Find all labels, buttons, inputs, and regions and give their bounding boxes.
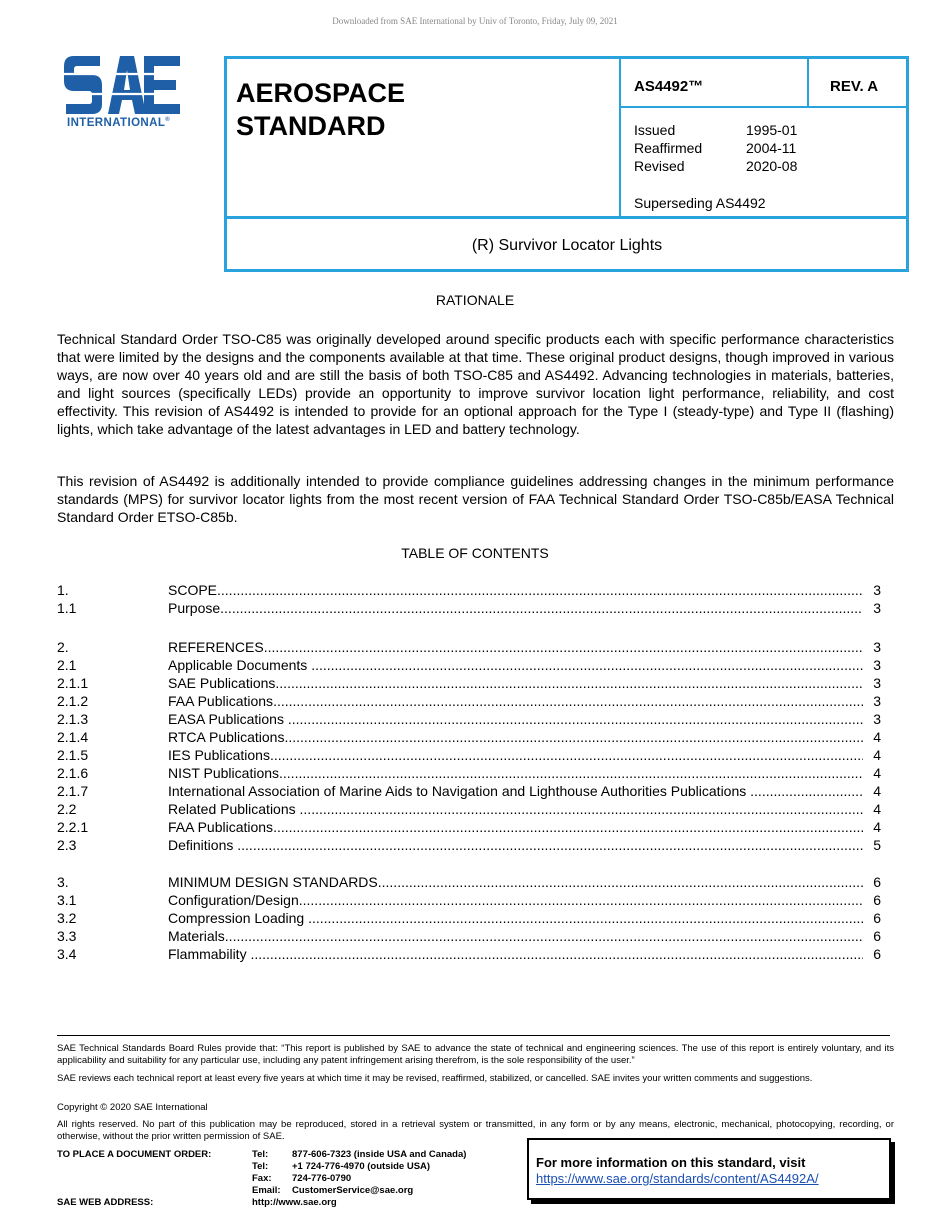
fax-number: 724-776-0790: [292, 1173, 352, 1184]
toc-entry-page: 3: [873, 711, 881, 727]
toc-entry[interactable]: [57, 764, 881, 782]
toc-entry-number: 3.2: [57, 910, 77, 926]
toc-entry-number: 2.1.6: [57, 765, 89, 781]
toc-entry[interactable]: [57, 836, 881, 854]
reaffirmed-row: Reaffirmed 2004-11: [634, 140, 797, 156]
toc-entry-number: 2.1: [57, 657, 77, 673]
email-address[interactable]: CustomerService@sae.org: [292, 1185, 414, 1196]
toc-entry-page: 4: [873, 729, 881, 745]
toc-entry-number: 1.1: [57, 600, 77, 616]
document-subtitle: (R) Survivor Locator Lights: [471, 237, 663, 254]
document-number: AS4492™: [634, 78, 704, 95]
toc-entry-page: 6: [873, 928, 881, 944]
toc-heading: TABLE OF CONTENTS: [401, 545, 549, 561]
toc-entry-title: RTCA Publications .....: [168, 728, 863, 746]
toc-entry-number: 2.1.5: [57, 747, 89, 763]
board-rules-text: SAE Technical Standards Board Rules provide that: “This report is published by SAE to advance the state of technical and engineering sciences. The use of this report is entirely voluntary, and its applicability and suitability for any particular use, including any patent infringement arising therefrom, is the sole responsibility of the user.”: [57, 1043, 894, 1066]
toc-entry[interactable]: [57, 800, 881, 818]
toc-entry-title: Definitions .....: [168, 836, 863, 854]
toc-entry-title: IES Publications .....: [168, 746, 863, 764]
toc-entry-page: 3: [873, 582, 881, 598]
toc-entry[interactable]: [57, 599, 881, 617]
toc-entry-title: Configuration/Design .....: [168, 891, 863, 909]
docnum-divider: [619, 106, 909, 108]
sae-logo: [60, 54, 190, 134]
toc-entry-title: NIST Publications .....: [168, 764, 863, 782]
toc-entry-number: 1.: [57, 582, 69, 598]
toc-entry-page: 4: [873, 765, 881, 781]
header-divider-horizontal: [224, 216, 909, 219]
toc-entry-page: 5: [873, 837, 881, 853]
toc-entry[interactable]: [57, 710, 881, 728]
rationale-heading: RATIONALE: [435, 292, 515, 308]
toc-entry[interactable]: [57, 746, 881, 764]
toc-entry-page: 4: [873, 747, 881, 763]
toc-entry[interactable]: [57, 782, 881, 800]
header-divider-vertical: [619, 56, 621, 219]
toc-entry-title: FAA Publications .....: [168, 692, 863, 710]
toc-entry-page: 4: [873, 783, 881, 799]
toc-entry-page: 6: [873, 910, 881, 926]
page-title: AEROSPACE STANDARD: [236, 78, 406, 141]
fax-label: Fax:: [252, 1173, 272, 1184]
toc-entry-number: 2.2.1: [57, 819, 89, 835]
more-info-box: [527, 1138, 891, 1200]
toc-entry[interactable]: [57, 945, 881, 963]
toc-entry-title: Applicable Documents .....: [168, 656, 863, 674]
toc-entry[interactable]: [57, 692, 881, 710]
toc-entry-number: 3.: [57, 874, 69, 890]
tel-label: Tel:: [252, 1149, 269, 1160]
toc-entry-number: 2.1.1: [57, 675, 89, 691]
tel-inside-usa: 877-606-7323 (inside USA and Canada): [292, 1149, 467, 1160]
rationale-paragraph-1: Technical Standard Order TSO-C85 was originally developed around specific products each with specific performance characteristics that were limited by the designs and the components available at that time. These original product designs, though improved in various ways, are now over 40 years old and are still the basis of both TSO-C85 and AS4492. Advancing technologies in materials, batteries, and light sources (specifically LEDs) provide an opportunity to improve survivor location light performance, reliability, and cost effectivity. This revision of AS4492 is intended to provide for an optional approach for the Type I (steady-type) and Type II (flashing) lights, which take advantage of the latest advantages in LED and battery technology.: [57, 331, 894, 437]
review-text: SAE reviews each technical report at least every five years at which time it may be revised, reaffirmed, stabilized, or cancelled. SAE invites your written comments and suggestions.: [57, 1073, 813, 1084]
toc-entry[interactable]: [57, 581, 881, 599]
email-label: Email:: [252, 1185, 281, 1196]
toc-entry[interactable]: [57, 873, 881, 891]
toc-entry-page: 3: [873, 600, 881, 616]
sae-logo-international: INTERNATIONAL®: [67, 117, 171, 129]
download-note: Downloaded from SAE International by Univ of Toronto, Friday, July 09, 2021: [332, 16, 618, 26]
web-address[interactable]: http://www.sae.org: [252, 1197, 337, 1208]
toc-entry-number: 2.2: [57, 801, 77, 817]
revised-row: Revised 2020-08: [634, 158, 798, 174]
toc-entry-title: EASA Publications .....: [168, 710, 863, 728]
toc-entry-title: Compression Loading .....: [168, 909, 863, 927]
superseding-note: Superseding AS4492: [634, 195, 766, 211]
toc-entry-page: 3: [873, 693, 881, 709]
toc-entry-number: 3.4: [57, 946, 77, 962]
revision-label: REV. A: [830, 78, 879, 95]
toc-entry[interactable]: [57, 909, 881, 927]
toc-entry-title: FAA Publications .....: [168, 818, 863, 836]
standard-link[interactable]: https://www.sae.org/standards/content/AS4492A/: [536, 1171, 819, 1186]
toc-entry-title: Purpose .....: [168, 599, 863, 617]
copyright-text: Copyright © 2020 SAE International: [57, 1102, 208, 1113]
issued-row: Issued 1995-01: [634, 122, 798, 138]
toc-entry[interactable]: [57, 656, 881, 674]
toc-entry-title: Flammability .....: [168, 945, 863, 963]
toc-entry-page: 3: [873, 639, 881, 655]
toc-entry[interactable]: [57, 728, 881, 746]
toc-entry-page: 6: [873, 892, 881, 908]
toc-entry-title: Materials .....: [168, 927, 863, 945]
toc-entry-title: Related Publications .....: [168, 800, 863, 818]
toc-entry-number: 2.3: [57, 837, 77, 853]
order-label: TO PLACE A DOCUMENT ORDER:: [57, 1149, 212, 1160]
toc-entry[interactable]: [57, 818, 881, 836]
toc-entry-number: 3.1: [57, 892, 77, 908]
rationale-paragraph-2: This revision of AS4492 is additionally intended to provide compliance guidelines addressing changes in the minimum performance standards (MPS) for survivor locator lights from the most recent version of FAA Technical Standard Order TSO-C85b/EASA Technical Standard Order ETSO-C85b.: [57, 473, 894, 525]
toc-entry-title: MINIMUM DESIGN STANDARDS .....: [168, 873, 863, 891]
tel-outside-usa: +1 724-776-4970 (outside USA): [292, 1161, 431, 1172]
toc-entry[interactable]: [57, 674, 881, 692]
toc-entry-page: 3: [873, 657, 881, 673]
toc-entry-title: International Association of Marine Aids to Navigation and Lighthouse Authorities Publications .....: [168, 782, 863, 800]
toc-entry[interactable]: [57, 891, 881, 909]
toc-entry-page: 4: [873, 819, 881, 835]
rev-box-divider: [807, 56, 809, 108]
toc-entry-number: 2.1.3: [57, 711, 89, 727]
toc-entry-number: 2.1.4: [57, 729, 89, 745]
toc-entry-number: 2.1.2: [57, 693, 89, 709]
web-label: SAE WEB ADDRESS:: [57, 1197, 154, 1208]
footer-rule: [57, 1035, 890, 1036]
toc-entry[interactable]: [57, 927, 881, 945]
toc-entry-number: 2.: [57, 639, 69, 655]
toc-entry-title: REFERENCES .....: [168, 638, 863, 656]
toc-entry-title: SCOPE .....: [168, 581, 863, 599]
toc-entry-page: 6: [873, 874, 881, 890]
tel2-label: Tel:: [252, 1161, 269, 1172]
toc-entry-page: 4: [873, 801, 881, 817]
more-info-heading: For more information on this standard, visit: [536, 1155, 806, 1170]
toc-entry-page: 6: [873, 946, 881, 962]
toc-entry[interactable]: [57, 638, 881, 656]
toc-entry-number: 2.1.7: [57, 783, 89, 799]
rights-text: All rights reserved. No part of this publication may be reproduced, stored in a retrieval system or transmitted, in any form or by any means, electronic, mechanical, photocopying, recording, or otherwise, without the prior written permission of SAE.: [57, 1119, 894, 1142]
sae-logo-mark: [60, 54, 185, 116]
toc-entry-title: SAE Publications .....: [168, 674, 863, 692]
toc-entry-number: 3.3: [57, 928, 77, 944]
toc-entry-page: 3: [873, 675, 881, 691]
